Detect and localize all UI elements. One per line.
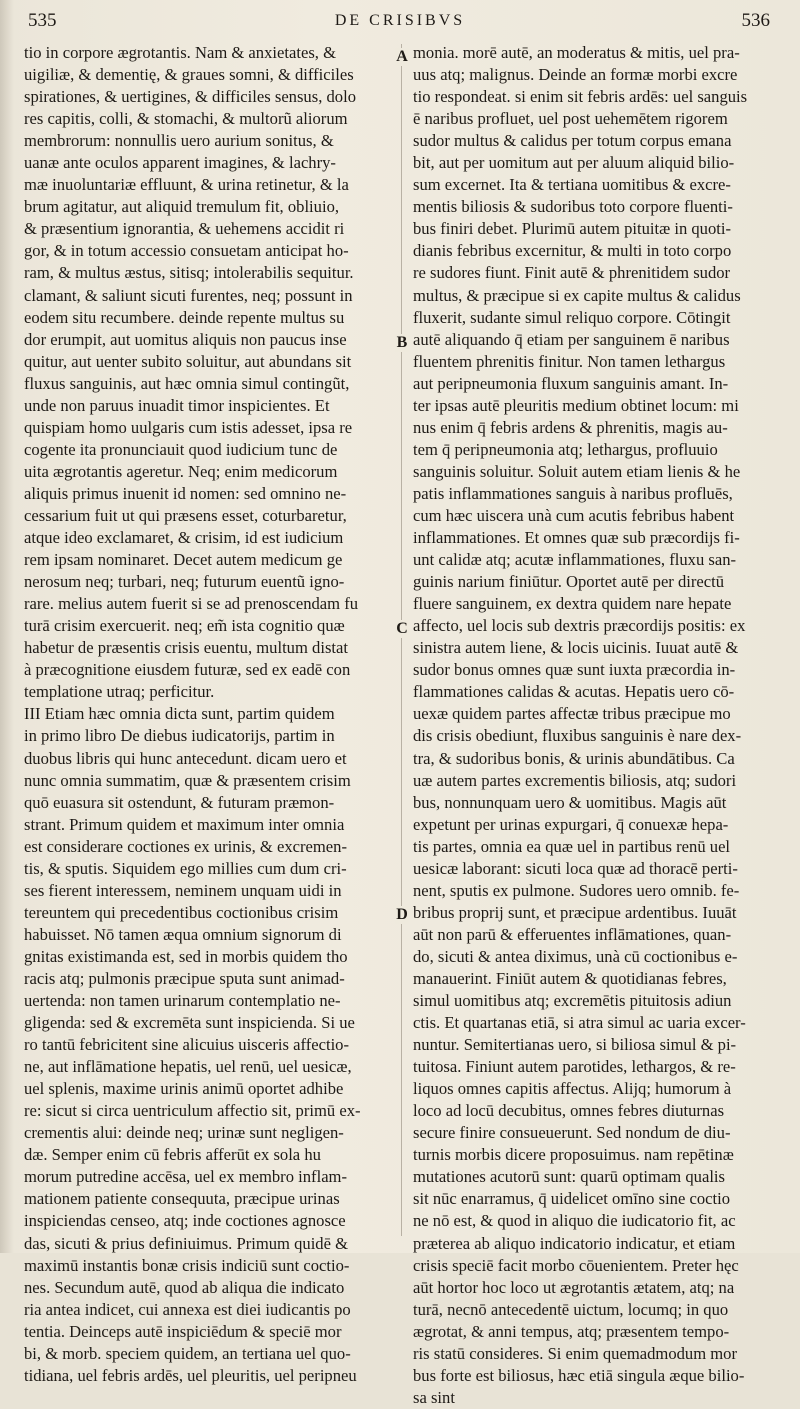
text-line: uigiliæ, & dementię, & graues somni, & difficiles bbox=[24, 65, 354, 85]
text-line: sinistra autem liene, & locis uicinis. Iuuat autē & bbox=[413, 638, 739, 658]
text-line: fluere sanguinem, ex dextra quidem nare hepate bbox=[413, 594, 732, 614]
text-line: liquos omnes capitis affectus. Alijq; humorum à bbox=[413, 1079, 732, 1099]
text-line: das, sicuti & prius definiuimus. Primum quidē & bbox=[24, 1233, 349, 1253]
text-line: tereuntem qui precedentibus coctionibus crisim bbox=[24, 902, 339, 922]
text-line: habetur de præsentis crisis euentu, multum distat bbox=[24, 638, 348, 658]
margin-letter-a: A bbox=[396, 48, 408, 65]
text-line: crisis speciē facit morbo cōuenientem. Preter hęc bbox=[413, 1255, 739, 1275]
text-line: turnis morbis dicere proposuimus. nam repētinæ bbox=[413, 1145, 734, 1165]
text-line: simul uomitibus atq; excremētis pituitosis adiun bbox=[413, 991, 732, 1011]
text-line: dis crisis obediunt, fluxibus sanguinis è nare dex- bbox=[413, 726, 742, 746]
text-line: tuitosa. Finiunt autem parotides, lethargos, & re- bbox=[413, 1057, 736, 1077]
text-line: tio respondeat. si enim sit febris ardēs: uel sanguis bbox=[413, 87, 748, 107]
text-line: uita ægrotantis ageretur. Neq; enim medicorum bbox=[24, 461, 338, 481]
page-number-left: 535 bbox=[28, 10, 57, 31]
text-line: tidiana, uel febris ardēs, uel pleuritis, uel peripneu bbox=[24, 1365, 357, 1385]
text-line: uel splenis, maxime urinis animū oportet adhibe bbox=[24, 1079, 344, 1099]
text-line: tis, & sputis. Siquidem ego millies cum dum cri- bbox=[24, 858, 347, 878]
text-line: membrorum: nonnullis uero aurium sonitus, & bbox=[24, 131, 334, 151]
text-line: rare. melius autem fuerit si se ad prenoscendam fu bbox=[24, 594, 359, 614]
text-line: autē aliquando q̄ etiam per sanguinem ē naribus bbox=[413, 329, 730, 349]
text-line: affecto, uel locis sub dextris præcordijs positis: ex bbox=[413, 616, 746, 636]
text-line: nent, sputis ex pulmone. Sudores uero omnib. fe- bbox=[413, 880, 740, 900]
text-line: uexæ quidem partes affectæ tribus præcipue mo bbox=[413, 704, 731, 724]
text-line: gligenda: sed & excremēta sunt inspicienda. Si ue bbox=[24, 1013, 355, 1033]
text-line: uesicæ laborant: sicuti loca quæ ad thoracē perti- bbox=[413, 858, 738, 878]
text-line: sudor multus & calidus per totum corpus emana bbox=[413, 131, 732, 151]
text-line: re: sicut si circa uentriculum affectio sit, primū ex- bbox=[24, 1101, 361, 1121]
text-line: præterea ab aliquo indicatorio indicatur, et etiam bbox=[413, 1233, 736, 1253]
text-line: maximū instantis bonæ crisis indiciū sunt coctio- bbox=[24, 1255, 350, 1275]
text-line: tentia. Deinceps autē inspiciēdum & speciē mor bbox=[24, 1321, 342, 1341]
text-line: aūt hortor hoc loco ut ægrotantis ætatem, atq; na bbox=[413, 1277, 735, 1297]
running-header bbox=[0, 8, 800, 34]
binding-shadow bbox=[0, 0, 14, 1253]
text-line: sa sint bbox=[413, 1387, 455, 1407]
text-line: dor erumpit, aut uomitus aliquis non paucus inse bbox=[24, 329, 347, 349]
text-line: nerosum neq; turbari, neq; futurum euentũ igno- bbox=[24, 572, 345, 592]
text-line: ses fierent interessem, neminem unquam uidi in bbox=[24, 880, 342, 900]
text-line: loco ad locū decubitus, omnes febres diuturnas bbox=[413, 1101, 725, 1121]
text-line: tem q̄ peripneumonia atq; lethargus, profluuio bbox=[413, 439, 718, 459]
text-line: strant. Primum quidem et maximum inter omnia bbox=[24, 814, 345, 834]
text-line: mutationes acutorū sunt: quarū optimam qualis bbox=[413, 1167, 725, 1187]
text-line: spirationes, & uertigines, & difficiles sensus, dolo bbox=[24, 87, 356, 107]
text-line: ter ipsas autē pleuritis medium obtinet locum: mi bbox=[413, 395, 739, 415]
page-number-right: 536 bbox=[741, 10, 770, 31]
text-line: ris statū consideres. Si enim quemadmodum mor bbox=[413, 1343, 737, 1363]
text-line: fluxerit, sudante simul reliquo corpore. Cōtingit bbox=[413, 307, 731, 327]
text-line: brum agitatur, aut aliquid tremulum fit, obliuio, bbox=[24, 197, 340, 217]
text-line: gor, & in totum accessio consuetam anticipat ho- bbox=[24, 241, 349, 261]
text-line: & præsentium ignorantia, & uehemens accidit ri bbox=[24, 219, 345, 239]
text-line: flammationes calidas & acutas. Hepatis uero cō- bbox=[413, 682, 735, 702]
text-line: ægrotat, & anni tempus, atq; præsentem tempo- bbox=[413, 1321, 730, 1341]
text-line: expetunt per urinas expurgari, q̄ conuexæ hepa- bbox=[413, 814, 729, 834]
text-line: uæ autem partes excrementis biliosis, atq; sudori bbox=[413, 770, 737, 790]
text-line: clamant, & saliunt sicuti furentes, neq; possunt in bbox=[24, 285, 353, 305]
text-line: habuisset. Nō tamen æqua omnium signorum di bbox=[24, 924, 342, 944]
text-line: ria antea indicet, cui annexa est diei iudicantis po bbox=[24, 1299, 351, 1319]
text-line: do, sicuti & antea diximus, unà cū coctionibus e- bbox=[413, 946, 738, 966]
text-line: turā, necnō antecedentē uictum, locumq; in quo bbox=[413, 1299, 729, 1319]
running-title: DE CRISIBVS bbox=[334, 12, 466, 29]
text-line: est considerare coctiones ex urinis, & excremen- bbox=[24, 836, 347, 856]
text-line: ē naribus profluet, uel post uehemētem rigorem bbox=[413, 109, 728, 129]
text-line: ro tantū febricitent sine alicuius uisceris affectio- bbox=[24, 1035, 349, 1055]
text-line: patis inflammationes sanguis à naribus profluēs, bbox=[413, 483, 733, 503]
text-line: cum hæc uiscera unà cum acutis febribus habent bbox=[413, 505, 735, 525]
text-line: dianis febribus excernitur, & multi in toto corpo bbox=[413, 241, 732, 261]
text-line: cogente ita pronunciauit quod iudicium tunc de bbox=[24, 439, 338, 459]
margin-letter-b: B bbox=[396, 334, 408, 351]
text-line: inflammationes. Et omnes quæ sub præcordijs fi- bbox=[413, 528, 740, 548]
text-line: uertenda: non tamen urinarum contemplatio ne- bbox=[24, 991, 341, 1011]
text-line: uus atq; malignus. Deinde an formæ morbi excre bbox=[413, 65, 738, 85]
text-line: aut peripneumonia fluxum sanguinis amant. In- bbox=[413, 373, 729, 393]
text-line: bribus proprij sunt, et præcipue ardentibus. Iuuāt bbox=[413, 902, 737, 922]
text-line: nus enim q̄ febris ardens & phrenitis, magis au- bbox=[413, 417, 728, 437]
text-line: crementis alui: deinde neq; urinæ sunt negligen- bbox=[24, 1123, 344, 1143]
text-line: tio in corpore ægrotantis. Nam & anxietates, & bbox=[24, 43, 336, 62]
text-line: in primo libro De diebus iudicatorijs, partim in bbox=[24, 726, 335, 746]
text-line: mæ inuoluntariæ effluunt, & urina retinetur, & la bbox=[24, 175, 349, 195]
text-line: ram, & multus æstus, sitisq; intolerabilis sequitur. bbox=[24, 263, 354, 283]
text-line: quō euasura sit ostendunt, & futuram præmon- bbox=[24, 792, 335, 812]
text-line: monia. morē autē, an moderatus & mitis, uel pra- bbox=[413, 43, 740, 62]
text-line: aliquis primus inuenit id nomen: sed omnino ne- bbox=[24, 483, 347, 503]
text-line: manauerint. Finiūt autem & quotidianas febres, bbox=[413, 968, 727, 988]
text-line: mentis biliosis & sudoribus toto corpore fluenti- bbox=[413, 197, 733, 217]
text-line: nuntur. Semitertianas uero, si biliosa simul & pi- bbox=[413, 1035, 737, 1055]
text-line: duobus libris qui hunc antecedunt. dicam uero et bbox=[24, 748, 347, 768]
text-line: mationem patiente consequuta, præcipue urinas bbox=[24, 1189, 340, 1209]
text-line: dæ. Semper enim cū febris afferūt ex sola hu bbox=[24, 1145, 321, 1165]
text-line: templatione utraq; perficitur. bbox=[24, 682, 215, 702]
text-line: bus finiri debet. Plurimū autem pituitæ in quoti- bbox=[413, 219, 732, 239]
right-text-column bbox=[413, 42, 785, 1407]
text-line: turā crisim exercuerit. neq; em̃ ista cognitio quæ bbox=[24, 616, 345, 636]
text-line: quispiam homo uulgaris cum istis adesset, ipsa re bbox=[24, 417, 353, 437]
text-line: unde non paruus inuadit timor inspicientes. Et bbox=[24, 395, 330, 415]
text-line: atque ideo exclamaret, & crisim, id est iudicium bbox=[24, 528, 344, 548]
text-line: bi, & morb. speciem quidem, an tertiana uel quo- bbox=[24, 1343, 351, 1363]
text-line: bit, aut per uomitum aut per aluum aliquid bilio- bbox=[413, 153, 735, 173]
text-line: ne, aut inflāmatione hepatis, uel renū, uel uesicæ, bbox=[24, 1057, 352, 1077]
text-line: racis atq; pulmonis præcipue sputa sunt animad- bbox=[24, 968, 345, 988]
text-line: unt calidæ atq; acutæ inflammationes, fluxu san- bbox=[413, 550, 737, 570]
text-line: cessarium fuit ut qui præsens esset, coturbaretur, bbox=[24, 505, 347, 525]
text-line: bus, nonnunquam uero & uomitibus. Magis aūt bbox=[413, 792, 727, 812]
text-line: sum excernet. Ita & tertiana uomitibus & excre- bbox=[413, 175, 731, 195]
text-line: guinis narium finiūtur. Oportet autē per directū bbox=[413, 572, 725, 592]
text-line: ctis. Et quartanas etiā, si atra simul ac uaria excer- bbox=[413, 1013, 746, 1033]
text-line: multus, & præcipue si ex capite multus & calidus bbox=[413, 285, 741, 305]
text-line: tra, & sudoribus bonis, & urinis abundātibus. Ca bbox=[413, 748, 735, 768]
text-line: quitur, aut uenter subito soluitur, aut abundans sit bbox=[24, 351, 352, 371]
text-line: morum putredine accēsa, uel ex membro inflam- bbox=[24, 1167, 347, 1187]
text-line: fluentem phrenitis finitur. Non tamen lethargus bbox=[413, 351, 726, 371]
text-line: fluxus sanguinis, aut hæc omnia simul contingũt, bbox=[24, 373, 350, 393]
text-line: eodem situ recumbere. deinde repente multus su bbox=[24, 307, 345, 327]
column-divider bbox=[401, 44, 402, 1236]
text-line: nes. Secundum autē, quod ab aliqua die indicato bbox=[24, 1277, 345, 1297]
text-line: à præcognitione eiusdem futuræ, sed ex eadē con bbox=[24, 660, 351, 680]
text-line: res capitis, colli, & stomachi, & multorũ aliorum bbox=[24, 109, 348, 129]
left-text-column bbox=[24, 42, 391, 1385]
margin-letter-c: C bbox=[396, 620, 408, 637]
text-line: nunc omnia summatim, quæ & præsentem crisim bbox=[24, 770, 351, 790]
text-line: tis partes, omnia ea quæ uel in partibus renū uel bbox=[413, 836, 731, 856]
text-line: sanguinis soluitur. Soluit autem etiam lienis & he bbox=[413, 461, 741, 481]
margin-letter-d: D bbox=[396, 906, 408, 923]
text-line: inspiciendas censeo, atq; inde coctiones agnosce bbox=[24, 1211, 346, 1231]
text-line: uanæ ante oculos apparent imagines, & lachry- bbox=[24, 153, 336, 173]
text-line: ne nō est, & quod in aliquo die iudicatorio fit, ac bbox=[413, 1211, 736, 1231]
text-line: rem ipsam nominaret. Decet autem medicum ge bbox=[24, 550, 343, 570]
text-line: gnitas existimanda est, sed in morbis quidem tho bbox=[24, 946, 348, 966]
text-line: secure finire consueuerunt. Sed nondum de diu- bbox=[413, 1123, 731, 1143]
text-line: re sudores fiunt. Finit autē & phrenitidem sudor bbox=[413, 263, 731, 283]
text-line: bus forte est biliosus, hæc etiā singula æque bilio- bbox=[413, 1365, 745, 1385]
text-line: III Etiam hæc omnia dicta sunt, partim quidem bbox=[24, 704, 335, 724]
text-line: aūt non parū & efferuentes inflāmationes, quan- bbox=[413, 924, 732, 944]
text-line: sudor bonus omnes quæ sunt iuxta præcordia in- bbox=[413, 660, 736, 680]
text-line: sit nūc enarramus, q̄ uidelicet omīno sine coctio bbox=[413, 1189, 731, 1209]
